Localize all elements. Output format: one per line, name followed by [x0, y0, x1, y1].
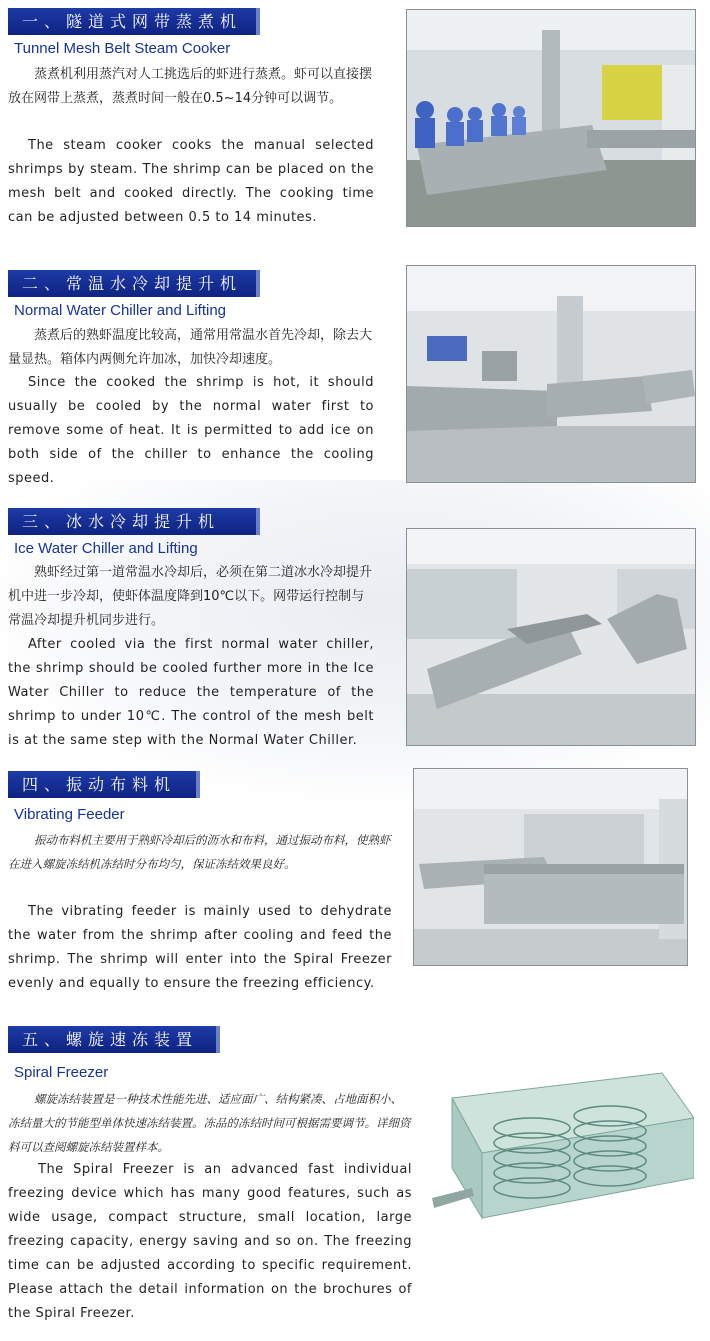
section-en-text: The steam cooker cooks the manual selected shrimps by steam. The shrimp can be placed on the mesh belt and cooked directly. The cooking time can be adjusted between 0.5 to 14 minutes. — [8, 138, 374, 225]
section-heading: 三、冰水冷却提升机 — [8, 508, 256, 535]
section-subtitle: Spiral Freezer — [14, 1064, 109, 1081]
section-en-text: Since the cooked the shrimp is hot, it should usually be cooled by the normal water first to remove some of heat. It is permitted to add ice on both side of the chiller to enhance the cooling speed. — [8, 375, 374, 486]
section-cn-text: 螺旋冻结装置是一种技术性能先进、适应面广、结构紧凑、占地面积小、冻结量大的节能型单体快速冻结装置。冻品的冻结时间可根据需要调节。详细资料可以查阅螺旋冻结装置样本。 — [8, 1092, 411, 1154]
section-ice-water-chiller — [0, 500, 710, 755]
section-subtitle: Normal Water Chiller and Lifting — [14, 302, 227, 319]
section-cn-text: 蒸煮机利用蒸汽对人工挑选后的虾进行蒸煮。虾可以直接摆放在网带上蒸煮，蒸煮时间一般在0.5~14分钟可以调节。 — [8, 67, 373, 106]
section-spiral-freezer — [0, 1018, 710, 1341]
section-heading: 四、振动布料机 — [8, 771, 196, 798]
normal-water-chiller-photo — [406, 265, 696, 483]
section-subtitle: Tunnel Mesh Belt Steam Cooker — [14, 40, 231, 57]
section-subtitle: Vibrating Feeder — [14, 806, 125, 823]
section-en-text: After cooled via the first normal water chiller, the shrimp should be cooled further more in the Ice Water Chiller to reduce the temperature of the shrimp to under 10℃. The control of the mesh belt is at the same step with the Normal Water Chiller. — [8, 637, 374, 748]
section-cn-text: 熟虾经过第一道常温水冷却后，必须在第二道冰水冷却提升机中进一步冷却，使虾体温度降到10℃以下。网带运行控制与常温冷却提升机同步进行。 — [8, 565, 373, 628]
section-en-text: The Spiral Freezer is an advanced fast individual freezing device which has many good features, such as wide usage, compact structure, small location, large freezing capacity, energy saving and so on. The freezing time can be adjusted according to specific requirement. Please attach the detail information on the brochures of the Spiral Freezer. — [8, 1162, 412, 1321]
section-heading: 五、螺旋速冻装置 — [8, 1026, 216, 1053]
section-heading: 一、隧道式网带蒸煮机 — [8, 8, 256, 35]
section-en-text: The vibrating feeder is mainly used to dehydrate the water from the shrimp after cooling and feed the shrimp. The shrimp will enter into the Spiral Freezer evenly and equally to ensure the freezing efficiency. — [8, 904, 392, 991]
section-normal-water-chiller — [0, 262, 710, 492]
ice-water-chiller-photo — [406, 528, 696, 746]
section-cn-text: 蒸煮后的熟虾温度比较高，通常用常温水首先冷却，除去大量显热。箱体内两侧允许加冰，加快冷却速度。 — [8, 328, 373, 367]
section-subtitle: Ice Water Chiller and Lifting — [14, 540, 198, 557]
steam-cooker-photo — [406, 9, 696, 227]
vibrating-feeder-photo — [413, 768, 688, 966]
spiral-freezer-illustration — [432, 1058, 694, 1228]
section-vibrating-feeder — [0, 765, 710, 1015]
section-heading: 二、常温水冷却提升机 — [8, 270, 256, 297]
section-steam-cooker — [0, 0, 710, 240]
section-cn-text: 振动布料机主要用于熟虾冷却后的沥水和布料，通过振动布料，使熟虾在进入螺旋冻结机冻结时分布均匀，保证冻结效果良好。 — [8, 833, 391, 871]
